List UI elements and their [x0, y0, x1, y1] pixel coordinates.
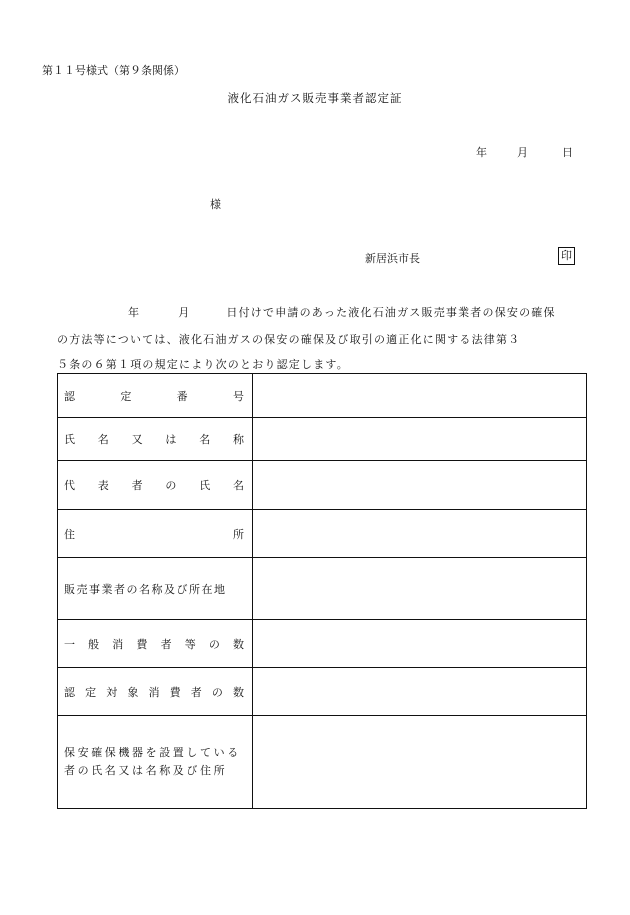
value-safety-equipment-installer[interactable]: [253, 716, 586, 808]
row-general-consumers: [58, 619, 586, 667]
row-certification-number: [58, 374, 586, 417]
value-representative[interactable]: [253, 461, 586, 509]
label-general-consumer-count: 一 般 消 費 者 等 の 数: [64, 637, 244, 651]
body-month-label: 月: [178, 306, 191, 319]
date-year-label: 年: [476, 146, 487, 159]
row-business-name-location: [58, 557, 586, 619]
row-representative: [58, 460, 586, 509]
label-name-or-title: 氏 名 又 は 名 称: [64, 433, 244, 446]
seal-mark: 印: [558, 247, 575, 265]
value-certification-number[interactable]: [253, 374, 586, 417]
label-cell: [58, 418, 253, 460]
label-certified-consumer-count: 認 定 対 象 消 費 者 の 数: [64, 685, 244, 699]
label-safety-equipment-installer: 保安確保機器を設置している 者の氏名又は名称及び住所: [64, 746, 241, 777]
addressee-suffix: 様: [210, 198, 221, 211]
row-safety-equipment-installer: [58, 715, 586, 808]
body-text-line-2: の方法等については、液化石油ガスの保安の確保及び取引の適正化に関する法律第３: [57, 333, 521, 346]
body-line-1-rest: 日付けで申請のあった液化石油ガス販売事業者の保安の確保: [226, 306, 556, 319]
value-name[interactable]: [253, 418, 586, 460]
label-address: 住 所: [64, 527, 244, 541]
form-number: 第１１号様式（第９条関係）: [42, 64, 185, 77]
label-cell: [58, 716, 253, 808]
date-month-label: 月: [517, 146, 528, 159]
value-business-name-location[interactable]: [253, 558, 586, 619]
label-cell: [58, 461, 253, 509]
label-cell: [58, 558, 253, 619]
label-cell: [58, 374, 253, 417]
issuer-name: 新居浜市長: [365, 252, 420, 265]
value-address[interactable]: [253, 510, 586, 557]
row-certified-consumers: [58, 667, 586, 715]
value-general-consumers[interactable]: [253, 620, 586, 667]
certification-table: [57, 373, 587, 809]
label-cell: [58, 620, 253, 667]
label-business-name-location: 販売事業者の名称及び所在地: [64, 582, 227, 596]
label-representative-name: 代 表 者 の 氏 名: [64, 479, 244, 492]
label-certification-number: 認 定 番 号: [64, 389, 244, 403]
value-certified-consumers[interactable]: [253, 668, 586, 715]
row-address: [58, 509, 586, 557]
body-text-line-3: ５条の６第１項の規定により次のとおり認定します。: [57, 358, 349, 371]
label-cell: [58, 510, 253, 557]
body-text-line-1: [128, 304, 556, 320]
row-name: [58, 417, 586, 460]
issue-date-line: [476, 144, 573, 160]
document-title: 液化石油ガス販売事業者認定証: [227, 91, 403, 105]
body-year-label: 年: [128, 306, 141, 319]
date-day-label: 日: [562, 146, 573, 159]
label-cell: [58, 668, 253, 715]
